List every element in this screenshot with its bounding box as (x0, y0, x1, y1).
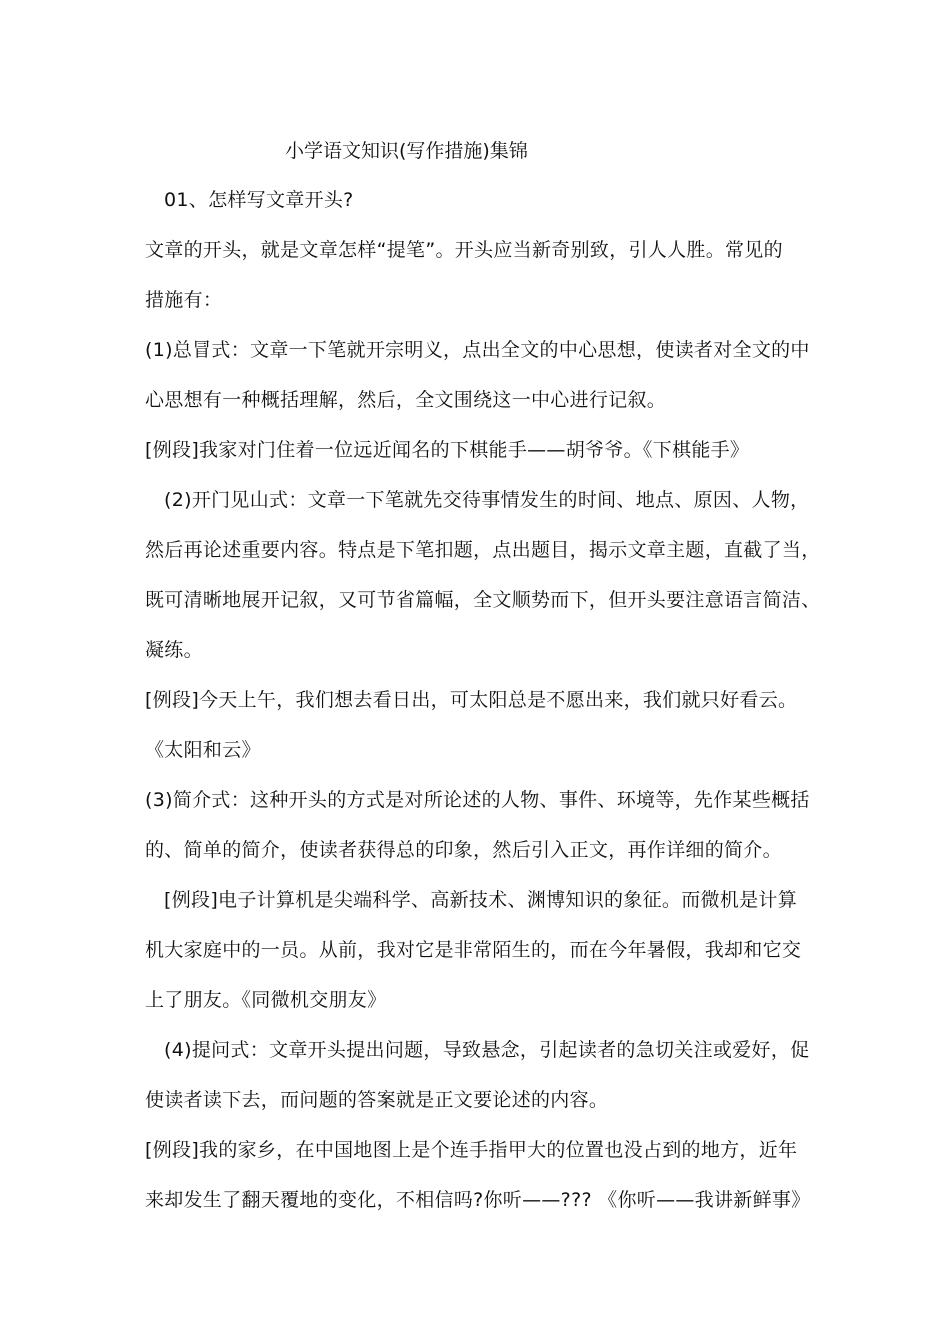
paragraph-line: (3)简介式：这种开头的方式是对所论述的人物、事件、环境等，先作某些概括 (145, 789, 810, 811)
example-line: 机大家庭中的一员。从前，我对它是非常陌生的，而在今年暑假，我却和它交 (145, 939, 802, 961)
example-line: [例段]我的家乡，在中国地图上是个连手指甲大的位置也没占到的地方，近年 (145, 1139, 798, 1161)
paragraph-line: (2)开门见山式：文章一下笔就先交待事情发生的时间、地点、原因、人物， (164, 489, 810, 511)
example-line: 上了朋友。《同微机交朋友》 (145, 989, 387, 1011)
example-line: 来却发生了翻天覆地的变化，不相信吗?你听——??? 《你听——我讲新鲜事》 (145, 1189, 811, 1211)
paragraph-line: 的、简单的简介，使读者获得总的印象，然后引入正文，再作详细的简介。 (145, 839, 782, 861)
paragraph-line: 然后再论述重要内容。特点是下笔扣题，点出题目，揭示文章主题，直截了当， (145, 539, 821, 561)
paragraph-line: (4)提问式：文章开头提出问题，导致悬念，引起读者的急切关注或爱好，促 (164, 1039, 810, 1061)
example-line: [例段]电子计算机是尖端科学、高新技术、渊博知识的象征。而微机是计算 (164, 889, 798, 911)
paragraph-line: 既可清晰地展开记叙，又可节省篇幅，全文顺势而下，但开头要注意语言简洁、 (145, 589, 821, 611)
section-heading: 01、怎样写文章开头? (164, 189, 354, 211)
document-title: 小学语文知识(写作措施)集锦 (285, 140, 528, 162)
paragraph-line: 文章的开头，就是文章怎样“提笔”。开头应当新奇别致，引人人胜。常见的 (145, 239, 783, 261)
example-line: 《太阳和云》 (145, 739, 261, 761)
paragraph-line: (1)总冒式：文章一下笔就开宗明义，点出全文的中心思想，使读者对全文的中 (145, 339, 810, 361)
paragraph-line: 使读者读下去，而问题的答案就是正文要论述的内容。 (145, 1089, 609, 1111)
example-line: [例段]今天上午，我们想去看日出，可太阳总是不愿出来，我们就只好看云。 (145, 689, 798, 711)
paragraph-line: 心思想有一种概括理解，然后，全文围绕这一中心进行记叙。 (145, 389, 667, 411)
paragraph-line: 措施有： (145, 289, 223, 311)
paragraph-line: 凝练。 (145, 639, 203, 661)
example-line: [例段]我家对门住着一位远近闻名的下棋能手——胡爷爷。《下棋能手》 (145, 439, 750, 461)
